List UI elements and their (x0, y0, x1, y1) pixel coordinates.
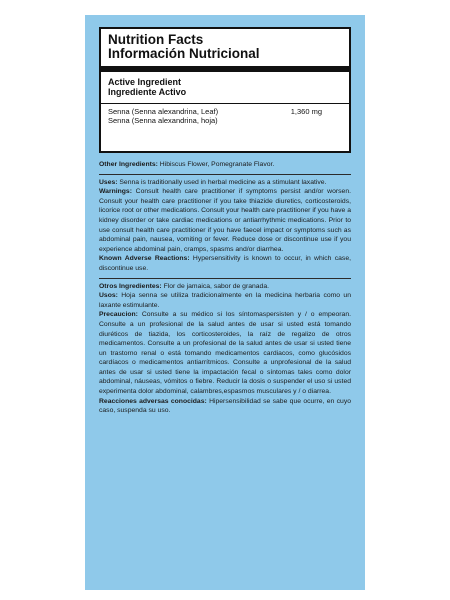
ingredient-name-en: Senna (Senna alexandrina, Leaf) (108, 107, 219, 116)
active-ingredient-en: Active Ingredient (108, 77, 182, 87)
other-ingredients-es: Otros Ingredientes: Flor de jamaica, sabor de granada. (99, 282, 270, 290)
active-ingredient-es: Ingrediente Activo (108, 87, 187, 97)
facts-title-en: Nutrition Facts (108, 32, 204, 47)
uses-en: Uses: Senna is traditionally used in herbal medicine as a stimulant laxative. (99, 178, 327, 186)
divider (99, 174, 351, 175)
thick-divider (101, 66, 349, 72)
facts-title-es: Información Nutricional (108, 46, 260, 61)
nutrition-facts-box (99, 27, 351, 153)
divider (99, 278, 351, 279)
caution-es: Precaucion: Consulte a su médico si los síntomaspersisten y / o empeoran. Consulte a un profesional de la salud antes de usar si usted está tomando diuréticos de tiazida, los corticosteroides, la raíz de regalizo de otros medicamentos. Consulte a un profesional de la salud antes de usar si usted tiene un trastorno renal o está tomando medicamentos cardiacos, como glucósidos cardíacos o medicamentos antiarrítmicos. Consulte a unprofesional de la salud antes de usar si usted tiene la impactación fecal o síntomas tales como dolor abdominal, náuseas, vómitos o fiebre. Reducir la dosis o suspender el uso si usted experimenta dolor abdominal, calambres,espasmos musculares y / o diarrea. (99, 311, 351, 396)
label-text (99, 160, 351, 416)
reactions-es: Reacciones adversas conocidas: Hipersensibilidad se sabe que ocurre, en cuyo caso, suspenda su uso. (99, 397, 352, 415)
warnings-en: Warnings: Consult health care practitioner if symptoms persist and/or worsen. Consult your health care practitioner if you take thiazide diuretics, corticosteroids, licorice root or other medications. Consult your health care practitioner if you have a kidney disorder or take cardiac medications or antiarrhythmic medications. Prior to use consult health care practitioner if you have faecel impact or symptoms such as abdominal pain, nausea, vomiting or fever. Reduce dose or discontinue use if you experience abdominal pain, cramps, spasms and/or diarrhea. (99, 188, 351, 253)
uses-es: Usos: Hoja senna se utiliza tradicionalmente en la medicina herbaria como un laxante estimulante. (99, 292, 351, 309)
ingredient-name-es: Senna (Senna alexandrina, hoja) (108, 116, 218, 125)
other-ingredients-en: Other Ingredients: Hibiscus Flower, Pomegranate Flavor. (99, 161, 275, 168)
ingredient-row (108, 107, 342, 116)
reactions-en: Known Adverse Reactions: Hypersensitivity is known to occur, in which case, discontinue use. (99, 255, 351, 272)
thin-divider (101, 103, 349, 104)
ingredient-amount: 1,360 mg (290, 107, 322, 116)
